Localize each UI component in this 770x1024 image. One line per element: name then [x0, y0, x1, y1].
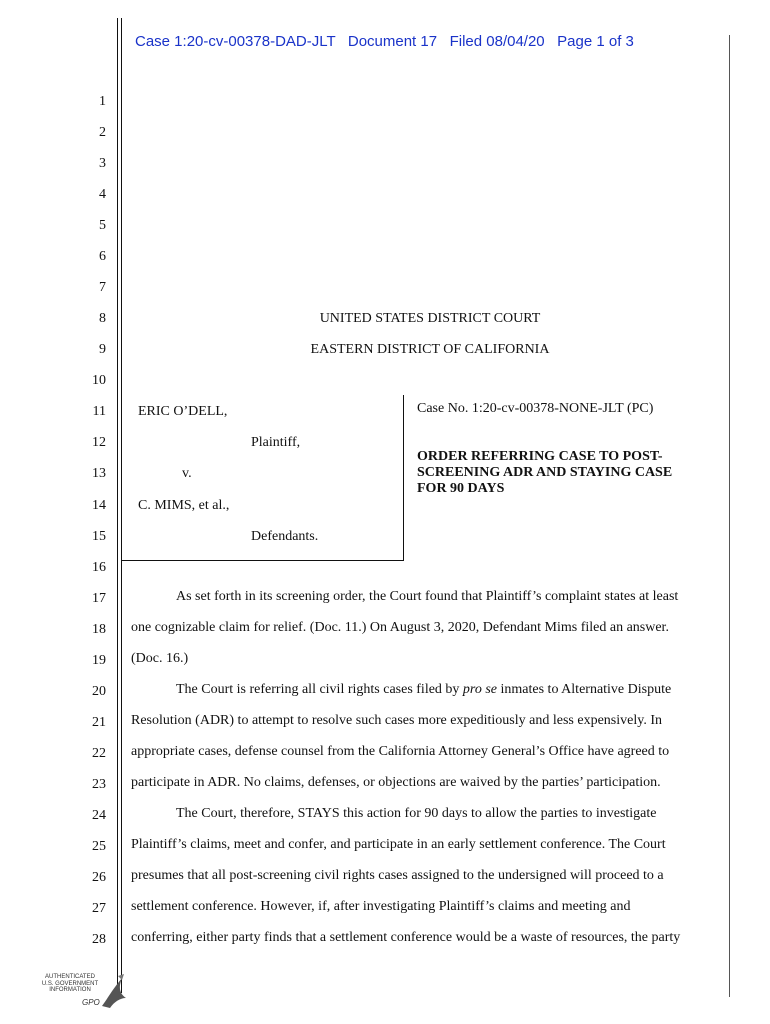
body-text: inmates to Alternative Dispute — [497, 682, 672, 697]
defendant-label: Defendants. — [251, 529, 319, 544]
court-name: UNITED STATES DISTRICT COURT — [319, 311, 541, 326]
seal-text: INFORMATION — [49, 987, 91, 993]
order-title-line: FOR 90 DAYS — [417, 481, 505, 496]
body-line: settlement conference. However, if, after investigating Plaintiff’s claims and meeting and — [131, 899, 631, 914]
line-number: 7 — [99, 280, 106, 295]
body-line — [176, 682, 671, 698]
plaintiff-label: Plaintiff, — [251, 435, 301, 450]
gpo-authentication-seal — [40, 972, 130, 1012]
line-number: 14 — [92, 498, 106, 513]
caption-divider-horizontal — [122, 560, 404, 561]
line-number: 4 — [99, 187, 106, 202]
line-number: 5 — [99, 218, 106, 233]
left-margin-rule — [117, 18, 118, 993]
gpo-mark: GPO — [82, 998, 100, 1007]
seal-text: U.S. GOVERNMENT — [41, 980, 99, 987]
order-title-line: SCREENING ADR AND STAYING CASE — [417, 465, 673, 480]
line-number: 11 — [92, 404, 106, 419]
line-number: 12 — [92, 435, 106, 450]
line-number: 17 — [92, 591, 106, 606]
line-number: 15 — [92, 529, 106, 544]
line-number: 26 — [92, 870, 106, 885]
document-header: Case 1:20-cv-00378-DAD-JLT Document 17 Filed 08/04/20 Page 1 of 3 — [135, 33, 634, 50]
line-number: 10 — [92, 373, 106, 388]
line-number: 20 — [92, 684, 106, 699]
line-number: 3 — [99, 156, 106, 171]
seal-text: AUTHENTICATED — [45, 974, 95, 980]
line-number: 2 — [99, 125, 106, 140]
line-number: 19 — [92, 653, 106, 668]
line-number: 8 — [99, 311, 106, 326]
line-number: 16 — [92, 560, 106, 575]
versus-label: v. — [182, 466, 192, 481]
line-number: 6 — [99, 249, 106, 264]
body-line: conferring, either party finds that a settlement conference would be a waste of resources, the party — [131, 930, 681, 945]
body-line: Plaintiff’s claims, meet and confer, and participate in an early settlement conference. The Court — [131, 837, 666, 852]
body-line: participate in ADR. No claims, defenses, or objections are waived by the parties’ participation. — [131, 775, 661, 790]
case-number: Case No. 1:20-cv-00378-NONE-JLT (PC) — [417, 401, 654, 416]
body-text: The Court is referring all civil rights cases filed by — [176, 682, 463, 697]
left-margin-rule-inner — [121, 18, 122, 993]
line-number: 24 — [92, 808, 106, 823]
line-number: 1 — [99, 94, 106, 109]
line-number: 23 — [92, 777, 106, 792]
defendant-name: C. MIMS, et al., — [138, 498, 230, 513]
eagle-icon — [98, 972, 130, 1012]
body-line: (Doc. 16.) — [131, 651, 189, 666]
line-number: 13 — [92, 466, 106, 481]
caption-divider-vertical — [403, 395, 404, 560]
line-number: 21 — [92, 715, 106, 730]
right-margin-rule — [729, 35, 730, 997]
body-line: appropriate cases, defense counsel from the California Attorney General’s Office have agreed to — [131, 744, 670, 759]
body-line: one cognizable claim for relief. (Doc. 11.) On August 3, 2020, Defendant Mims filed an answer. — [131, 620, 669, 635]
body-line: presumes that all post-screening civil rights cases assigned to the undersigned will proceed to a — [131, 868, 664, 883]
line-number: 25 — [92, 839, 106, 854]
plaintiff-name: ERIC O’DELL, — [138, 404, 228, 419]
body-line: As set forth in its screening order, the Court found that Plaintiff’s complaint states at least — [176, 589, 679, 604]
body-line: The Court, therefore, STAYS this action for 90 days to allow the parties to investigate — [176, 806, 657, 821]
line-number: 27 — [92, 901, 106, 916]
order-title — [417, 449, 717, 497]
body-text-italic: pro se — [462, 682, 498, 697]
line-number: 22 — [92, 746, 106, 761]
line-number: 9 — [99, 342, 106, 357]
court-district: EASTERN DISTRICT OF CALIFORNIA — [310, 342, 550, 357]
line-number: 18 — [92, 622, 106, 637]
body-line: Resolution (ADR) to attempt to resolve such cases more expeditiously and less expensively. In — [131, 713, 662, 728]
order-title-line: ORDER REFERRING CASE TO POST- — [417, 449, 663, 464]
line-number: 28 — [92, 932, 106, 947]
